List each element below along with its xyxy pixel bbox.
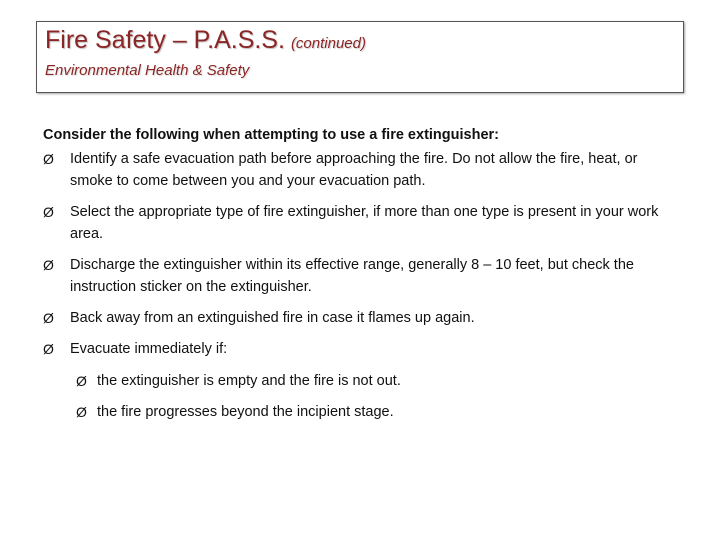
arrow-bullet-icon: Ø <box>76 373 87 389</box>
arrow-bullet-icon: Ø <box>43 257 54 273</box>
bullet-item <box>43 307 683 329</box>
slide-subtitle: Environmental Health & Safety <box>45 62 250 79</box>
intro-text: Consider the following when attempting to use a fire extinguisher: <box>43 127 499 143</box>
bullet-text: Discharge the extinguisher within its effective range, generally 8 – 10 feet, but check the instruction sticker on the extinguisher. <box>70 257 634 295</box>
content-area <box>43 124 683 423</box>
bullet-text: Back away from an extinguished fire in case it flames up again. <box>70 310 475 326</box>
bullet-item <box>43 148 683 192</box>
arrow-bullet-icon: Ø <box>76 404 87 420</box>
slide-title: Fire Safety – P.A.S.S. <box>45 26 285 54</box>
sub-bullet-item <box>43 370 683 392</box>
title-suffix: (continued) <box>290 35 366 52</box>
title-box <box>36 21 684 93</box>
bullet-item <box>43 338 683 360</box>
bullet-item <box>43 201 683 245</box>
title-line <box>45 26 366 55</box>
bullet-item <box>43 254 683 298</box>
sub-bullet-item <box>43 401 683 423</box>
arrow-bullet-icon: Ø <box>43 151 54 167</box>
sub-bullet-text: the extinguisher is empty and the fire is not out. <box>97 373 401 389</box>
bullet-text: Select the appropriate type of fire extinguisher, if more than one type is present in your work area. <box>70 204 659 242</box>
arrow-bullet-icon: Ø <box>43 310 54 326</box>
bullet-text: Identify a safe evacuation path before approaching the fire. Do not allow the fire, heat, or smoke to come between you and your evacuation path. <box>70 151 638 189</box>
arrow-bullet-icon: Ø <box>43 341 54 357</box>
sub-bullet-text: the fire progresses beyond the incipient stage. <box>97 404 394 420</box>
arrow-bullet-icon: Ø <box>43 204 54 220</box>
bullet-text: Evacuate immediately if: <box>70 341 228 357</box>
